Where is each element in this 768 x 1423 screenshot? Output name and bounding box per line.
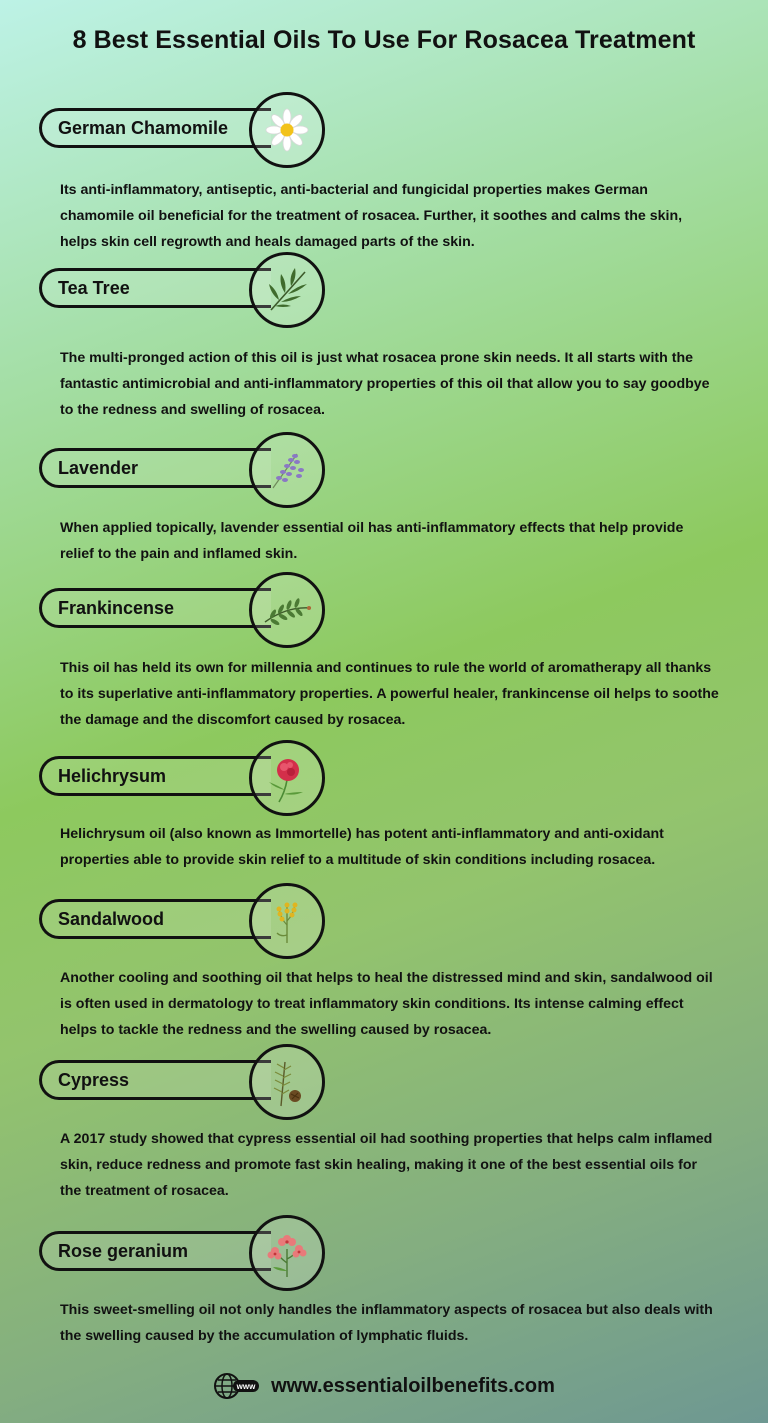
oil-description: When applied topically, lavender essential oil has anti-inflammatory effects that help provide relief to the pain and inflamed skin. [60,520,684,562]
page-title: 8 Best Essential Oils To Use For Rosacea Treatment [72,26,696,54]
oil-header [39,572,329,656]
frankincense-leaf-icon [249,572,325,648]
footer [0,1370,768,1402]
oil-description: This sweet-smelling oil not only handles the inflammatory aspects of rosacea but also deals with the swelling caused by the accumulation of lymphatic fluids. [60,1302,713,1344]
cypress-branch-icon [249,1044,325,1120]
chamomile-flower-icon [249,92,325,168]
oil-description: Helichrysum oil (also known as Immortelle) has potent anti-inflammatory and anti-oxidant properties able to provide skin relief to a multitude of skin conditions including rosacea. [60,826,664,868]
oil-name: Sandalwood [58,909,165,929]
oil-description: Another cooling and soothing oil that helps to heal the distressed mind and skin, sandalwood oil is often used in dermatology to treat inflammatory skin conditions. Its intense calming effect helps to tackle the redness and the swelling caused by rosacea. [60,970,713,1038]
oil-name: Frankincense [58,598,175,618]
oil-description: This oil has held its own for millennia and continues to rule the world of aromatherapy all thanks to its superlative anti-inflammatory properties. A powerful healer, frankincense oil helps to soothe the damage and the discomfort caused by rosacea. [60,660,719,728]
oil-section-helichrysum [0,740,768,900]
oil-description: The multi-pronged action of this oil is just what rosacea prone skin needs. It all starts with the fantastic antimicrobial and anti-inflammatory properties of this oil that allow you to say goodbye to the redness and swelling of rosacea. [60,350,710,418]
globe-label: www [236,1382,256,1391]
oil-name: Tea Tree [58,278,130,298]
oil-name: Lavender [58,458,139,478]
tea-tree-leaves-icon [249,252,325,328]
oil-name-pill [39,588,271,628]
oil-section-lavender [0,432,768,592]
oil-header [39,252,329,336]
sandalwood-sprig-icon [249,883,325,959]
globe-www-icon [213,1372,261,1400]
oil-name-pill [39,1231,271,1271]
oil-header [39,1215,329,1299]
oil-header [39,92,329,176]
lavender-sprig-icon [249,432,325,508]
oil-name: Helichrysum [58,766,167,786]
oil-name-pill [39,899,271,939]
oil-name-pill [39,108,271,148]
oil-description: Its anti-inflammatory, antiseptic, anti-bacterial and fungicidal properties makes German chamomile oil beneficial for the treatment of rosacea. Further, it soothes and calms the skin, helps skin cell regrowth and heals damaged parts of the skin. [60,182,683,250]
oil-name: German Chamomile [58,118,229,138]
oil-name-pill [39,756,271,796]
website-url[interactable]: www.essentialoilbenefits.com [271,1374,555,1397]
oil-header [39,883,329,967]
rose-geranium-flower-icon [249,1215,325,1291]
oil-name-pill [39,448,271,488]
oil-name-pill [39,1060,271,1100]
oil-description: A 2017 study showed that cypress essential oil had soothing properties that helps calm inflamed skin, reduce redness and promote fast skin healing, making it one of the best essential oils for the treatment of rosacea. [60,1131,713,1199]
oil-header [39,1044,329,1128]
oil-header [39,740,329,824]
oil-header [39,432,329,516]
oil-name-pill [39,268,271,308]
oil-section-rose-geranium [0,1215,768,1375]
helichrysum-flower-icon [249,740,325,816]
oil-name: Rose geranium [58,1241,189,1261]
oil-name: Cypress [58,1070,130,1090]
